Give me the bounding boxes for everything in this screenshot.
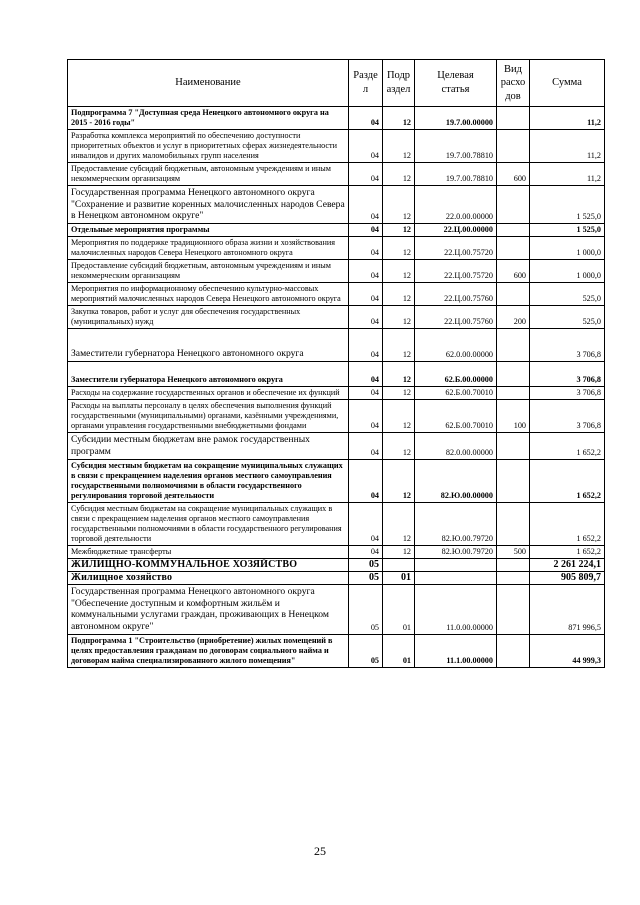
row-expense-type: [497, 283, 530, 306]
row-expense-type: [497, 584, 530, 634]
row-expense-type: [497, 634, 530, 667]
table-row: [68, 224, 605, 237]
row-sum: 3 706,8: [530, 387, 605, 400]
row-section: 04: [349, 224, 383, 237]
row-expense-type: 600: [497, 260, 530, 283]
row-target-article: 22.Ц.00.75760: [415, 306, 497, 329]
table-row: [68, 502, 605, 545]
row-name: Предоставление субсидий бюджетным, автономным учреждениям и иным некоммерческим организациям: [68, 260, 349, 283]
row-target-article: 19.7.00.78810: [415, 163, 497, 186]
row-section: 04: [349, 107, 383, 130]
row-sum: 44 999,3: [530, 634, 605, 667]
header-name: Наименование: [68, 60, 349, 107]
row-name: Заместители губернатора Ненецкого автономного округа: [68, 362, 349, 387]
row-name: Жилищное хозяйство: [68, 571, 349, 584]
row-sum: 11,2: [530, 163, 605, 186]
row-name: Субсидии местным бюджетам вне рамок государственных программ: [68, 433, 349, 459]
row-subsection: 12: [383, 186, 415, 224]
row-name: Заместители губернатора Ненецкого автономного округа: [68, 329, 349, 362]
table-row: [68, 362, 605, 387]
header-sum: Сумма: [530, 60, 605, 107]
row-name: ЖИЛИЩНО-КОММУНАЛЬНОЕ ХОЗЯЙСТВО: [68, 558, 349, 571]
table-row: [68, 571, 605, 584]
row-expense-type: 500: [497, 545, 530, 558]
row-target-article: 22.Ц.00.75720: [415, 260, 497, 283]
row-subsection: 12: [383, 283, 415, 306]
row-expense-type: [497, 502, 530, 545]
table-row: [68, 584, 605, 634]
table-row: [68, 558, 605, 571]
row-subsection: 01: [383, 571, 415, 584]
table-row: [68, 634, 605, 667]
row-section: 04: [349, 329, 383, 362]
row-target-article: 82.Ю.00.79720: [415, 502, 497, 545]
row-target-article: [415, 558, 497, 571]
table-row: [68, 283, 605, 306]
row-target-article: [415, 571, 497, 584]
row-sum: 3 706,8: [530, 400, 605, 433]
row-target-article: 11.1.00.00000: [415, 634, 497, 667]
row-expense-type: 600: [497, 163, 530, 186]
row-expense-type: [497, 107, 530, 130]
row-subsection: 12: [383, 130, 415, 163]
table-row: [68, 387, 605, 400]
row-name: Подпрограмма 1 "Строительство (приобретение) жилых помещений в целях предоставления гражданам по договорам социального найма и договорам найма специализированного жилого помещения": [68, 634, 349, 667]
row-expense-type: [497, 224, 530, 237]
budget-table: [67, 59, 605, 668]
row-target-article: 22.Ц.00.00000: [415, 224, 497, 237]
table-row: [68, 400, 605, 433]
row-target-article: 62.Б.00.00000: [415, 362, 497, 387]
table-row: [68, 433, 605, 459]
row-subsection: 12: [383, 224, 415, 237]
row-target-article: 62.Б.00.70010: [415, 400, 497, 433]
row-section: 04: [349, 545, 383, 558]
row-target-article: 62.0.00.00000: [415, 329, 497, 362]
row-subsection: 12: [383, 502, 415, 545]
row-subsection: 01: [383, 634, 415, 667]
row-section: 05: [349, 558, 383, 571]
row-subsection: 12: [383, 433, 415, 459]
row-name: Мероприятия по информационному обеспечению культурно-массовых мероприятий малочисленных народов Севера Ненецкого автономного округа: [68, 283, 349, 306]
table-body: [68, 107, 605, 668]
row-name: Предоставление субсидий бюджетным, автономным учреждениям и иным некоммерческим организациям: [68, 163, 349, 186]
row-section: 05: [349, 571, 383, 584]
row-sum: 1 000,0: [530, 260, 605, 283]
table-row: [68, 459, 605, 502]
row-subsection: 12: [383, 237, 415, 260]
row-expense-type: [497, 387, 530, 400]
header-expense-type: Вид расхо дов: [497, 60, 530, 107]
header-target: Целевая статья: [415, 60, 497, 107]
row-name: Субсидия местным бюджетам на сокращение муниципальных служащих в связи с прекращением наделения органов местного самоуправления государственными полномочиями в области государственного регулирования торговой деятельности: [68, 502, 349, 545]
row-sum: 1 652,2: [530, 502, 605, 545]
row-target-article: 22.Ц.00.75720: [415, 237, 497, 260]
row-sum: 525,0: [530, 306, 605, 329]
row-target-article: 11.0.00.00000: [415, 584, 497, 634]
row-target-article: 82.0.00.00000: [415, 433, 497, 459]
row-section: 05: [349, 634, 383, 667]
row-expense-type: [497, 237, 530, 260]
row-sum: 1 000,0: [530, 237, 605, 260]
row-expense-type: [497, 130, 530, 163]
row-subsection: [383, 558, 415, 571]
row-sum: 1 652,2: [530, 433, 605, 459]
row-section: 04: [349, 260, 383, 283]
row-section: 04: [349, 502, 383, 545]
row-expense-type: [497, 571, 530, 584]
row-target-article: 82.Ю.00.79720: [415, 545, 497, 558]
row-section: 04: [349, 283, 383, 306]
row-sum: 3 706,8: [530, 362, 605, 387]
row-name: Государственная программа Ненецкого автономного округа "Сохранение и развитие коренных малочисленных народов Севера в Ненецком автономном округе": [68, 186, 349, 224]
row-section: 04: [349, 130, 383, 163]
row-expense-type: [497, 362, 530, 387]
row-target-article: 22.0.00.00000: [415, 186, 497, 224]
row-name: Разработка комплекса мероприятий по обеспечению доступности приоритетных объектов и услуг в приоритетных сферах жизнедеятельности инвалидов и других маломобильных групп населения: [68, 130, 349, 163]
table-row: [68, 163, 605, 186]
row-name: Подпрограмма 7 "Доступная среда Ненецкого автономного округа на 2015 - 2016 годы": [68, 107, 349, 130]
row-sum: 11,2: [530, 130, 605, 163]
row-name: Расходы на содержание государственных органов и обеспечение их функций: [68, 387, 349, 400]
row-expense-type: [497, 329, 530, 362]
row-expense-type: [497, 558, 530, 571]
table-row: [68, 107, 605, 130]
row-subsection: 01: [383, 584, 415, 634]
row-expense-type: 100: [497, 400, 530, 433]
row-name: Мероприятия по поддержке традиционного образа жизни и хозяйствования малочисленных народов Севера Ненецкого автономного округа: [68, 237, 349, 260]
row-section: 04: [349, 163, 383, 186]
row-section: 05: [349, 584, 383, 634]
row-subsection: 12: [383, 163, 415, 186]
table-header: [68, 60, 605, 107]
row-expense-type: [497, 433, 530, 459]
row-section: 04: [349, 306, 383, 329]
row-section: 04: [349, 400, 383, 433]
row-sum: 525,0: [530, 283, 605, 306]
row-sum: 1 652,2: [530, 459, 605, 502]
table-row: [68, 237, 605, 260]
header-subsection: Подр аздел: [383, 60, 415, 107]
row-sum: 1 652,2: [530, 545, 605, 558]
row-section: 04: [349, 362, 383, 387]
page-number: 25: [314, 844, 326, 858]
row-subsection: 12: [383, 459, 415, 502]
row-sum: 11,2: [530, 107, 605, 130]
row-section: 04: [349, 459, 383, 502]
row-sum: 871 996,5: [530, 584, 605, 634]
table-row: [68, 545, 605, 558]
row-expense-type: [497, 186, 530, 224]
row-name: Отдельные мероприятия программы: [68, 224, 349, 237]
row-subsection: 12: [383, 107, 415, 130]
row-sum: 1 525,0: [530, 186, 605, 224]
row-target-article: 82.Ю.00.00000: [415, 459, 497, 502]
row-section: 04: [349, 433, 383, 459]
row-subsection: 12: [383, 400, 415, 433]
table-row: [68, 306, 605, 329]
row-subsection: 12: [383, 260, 415, 283]
row-target-article: 22.Ц.00.75760: [415, 283, 497, 306]
row-sum: 2 261 224,1: [530, 558, 605, 571]
row-name: Субсидия местным бюджетам на сокращение муниципальных служащих в связи с прекращением наделения органов местного самоуправления государственными полномочиями в области государственного регулирования торговой деятельности: [68, 459, 349, 502]
row-subsection: 12: [383, 387, 415, 400]
row-name: Межбюджетные трансферты: [68, 545, 349, 558]
row-section: 04: [349, 387, 383, 400]
row-subsection: 12: [383, 362, 415, 387]
row-name: Закупка товаров, работ и услуг для обеспечения государственных (муниципальных) нужд: [68, 306, 349, 329]
row-section: 04: [349, 186, 383, 224]
row-target-article: 19.7.00.78810: [415, 130, 497, 163]
header-section: Разде л: [349, 60, 383, 107]
table-row: [68, 130, 605, 163]
row-sum: 3 706,8: [530, 329, 605, 362]
row-target-article: 19.7.00.00000: [415, 107, 497, 130]
table-row: [68, 260, 605, 283]
row-name: Расходы на выплаты персоналу в целях обеспечения выполнения функций государственными (муниципальными) органами, казёнными учреждениями, органами управления государственными внебюджетными фондами: [68, 400, 349, 433]
table-row: [68, 329, 605, 362]
row-sum: 1 525,0: [530, 224, 605, 237]
row-sum: 905 809,7: [530, 571, 605, 584]
row-expense-type: 200: [497, 306, 530, 329]
row-subsection: 12: [383, 545, 415, 558]
row-subsection: 12: [383, 329, 415, 362]
row-name: Государственная программа Ненецкого автономного округа "Обеспечение доступным и комфортным жильём и коммунальными услугами граждан, проживающих в Ненецком автономном округе": [68, 584, 349, 634]
row-subsection: 12: [383, 306, 415, 329]
table-row: [68, 186, 605, 224]
row-expense-type: [497, 459, 530, 502]
row-target-article: 62.Б.00.70010: [415, 387, 497, 400]
row-section: 04: [349, 237, 383, 260]
